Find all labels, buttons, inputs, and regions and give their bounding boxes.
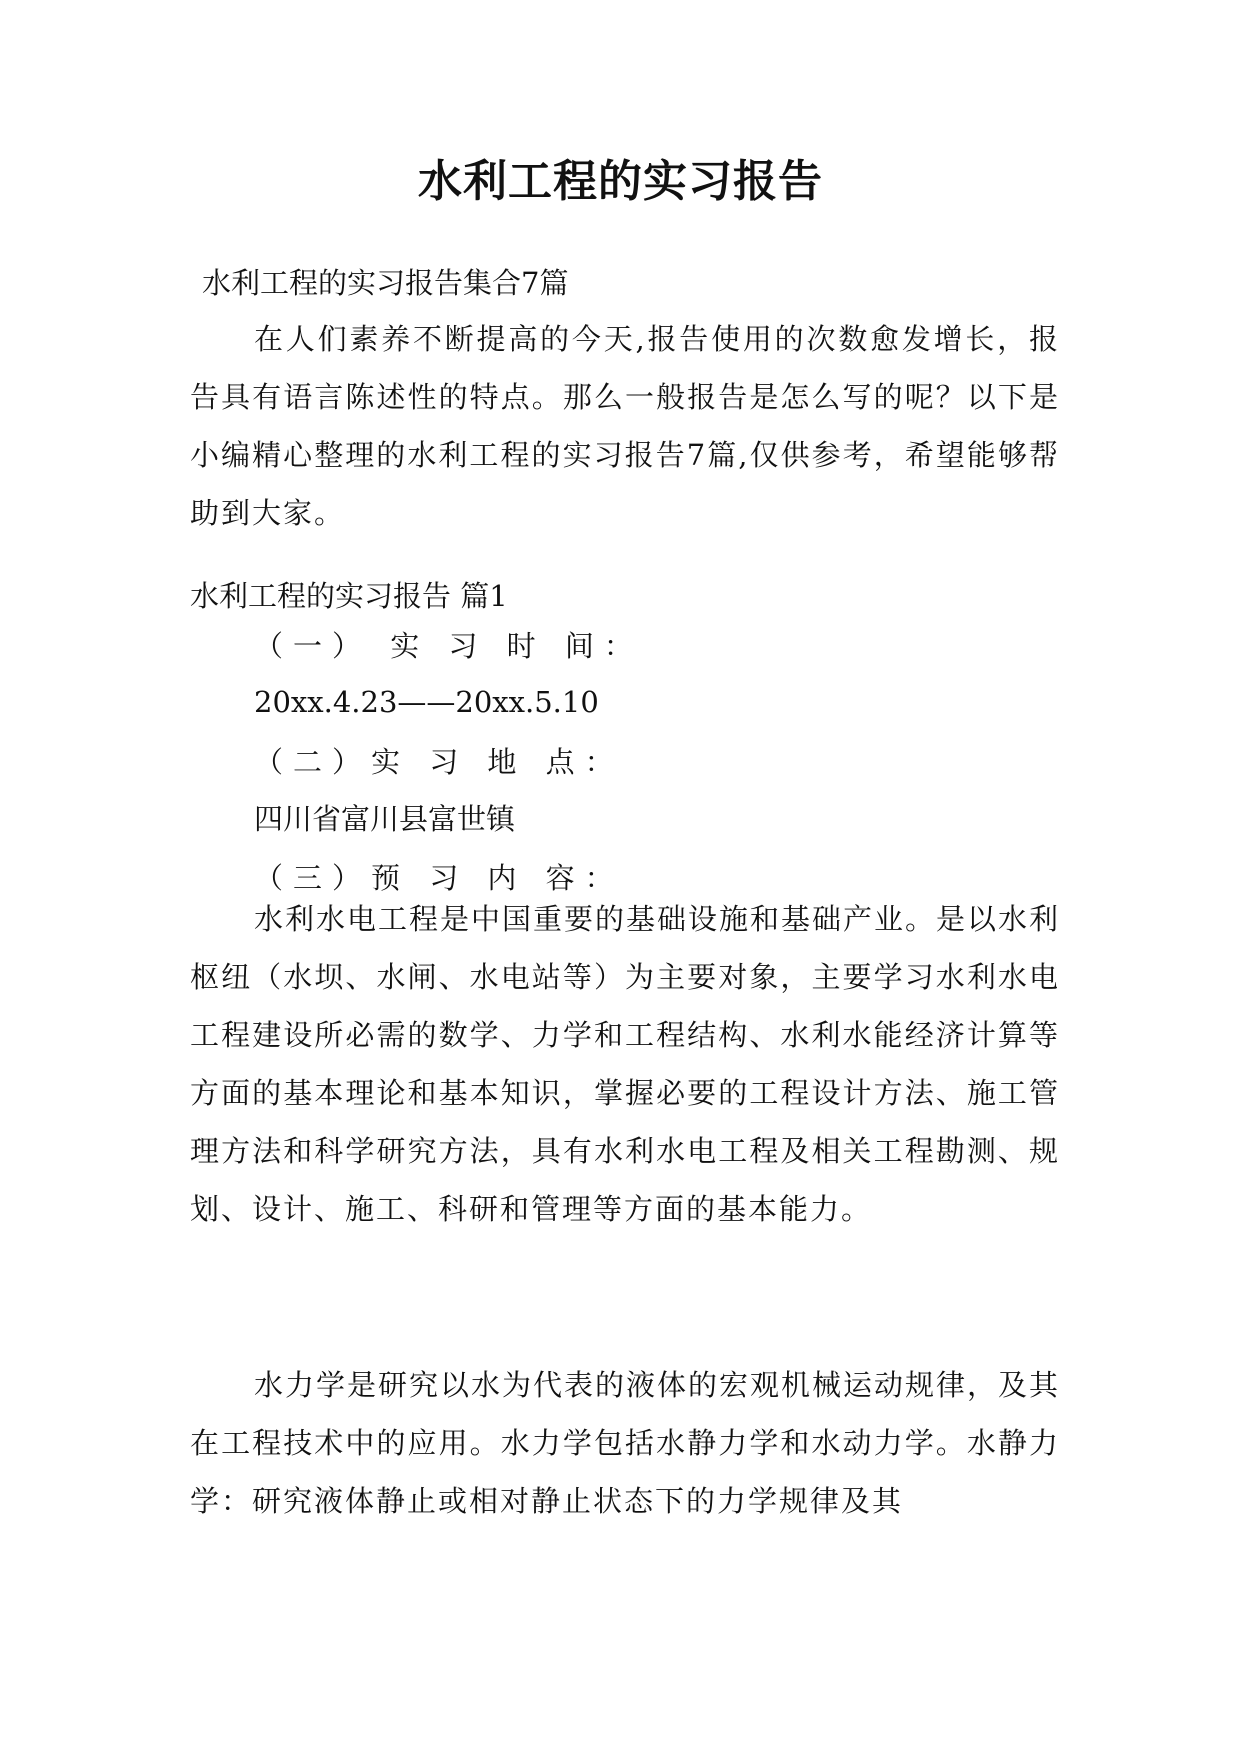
item2-label: （二）实 习 地 点：: [254, 745, 624, 779]
body-paragraph-1: 水利水电工程是中国重要的基础设施和基础产业。是以水利枢纽（水坝、水闸、水电站等）为主要对象，主要学习水利水电工程建设所必需的数学、力学和工程结构、水利水能经济计算等方面的基本理论和基本知识，掌握必要的工程设计方法、施工管理方法和科学研究方法，具有水利水电工程及相关工程勘测、规划、设计、施工、科研和管理等方面的基本能力。: [190, 902, 1061, 1226]
item3-label: （三）预 习 内 容：: [254, 861, 624, 895]
intro-paragraph: 在人们素养不断提高的今天,报告使用的次数愈发增长，报告具有语言陈述性的特点。那么一般报告是怎么写的呢？以下是小编精心整理的水利工程的实习报告7篇,仅供参考，希望能够帮助到大家。: [190, 322, 1060, 530]
item2-value: 四川省富川县富世镇: [254, 802, 516, 836]
section-heading: 水利工程的实习报告 篇1: [190, 579, 508, 613]
item1-label: （一） 实 习 时 间：: [254, 629, 643, 663]
body-paragraph-2: 水力学是研究以水为代表的液体的宏观机械运动规律，及其在工程技术中的应用。水力学包括水静力学和水动力学。水静力学：研究液体静止或相对静止状态下的力学规律及其: [190, 1368, 1061, 1518]
document-title: 水利工程的实习报告: [418, 156, 823, 207]
subtitle: 水利工程的实习报告集合7篇: [202, 266, 569, 300]
item1-value: 20xx.4.23——20xx.5.10: [254, 685, 599, 719]
